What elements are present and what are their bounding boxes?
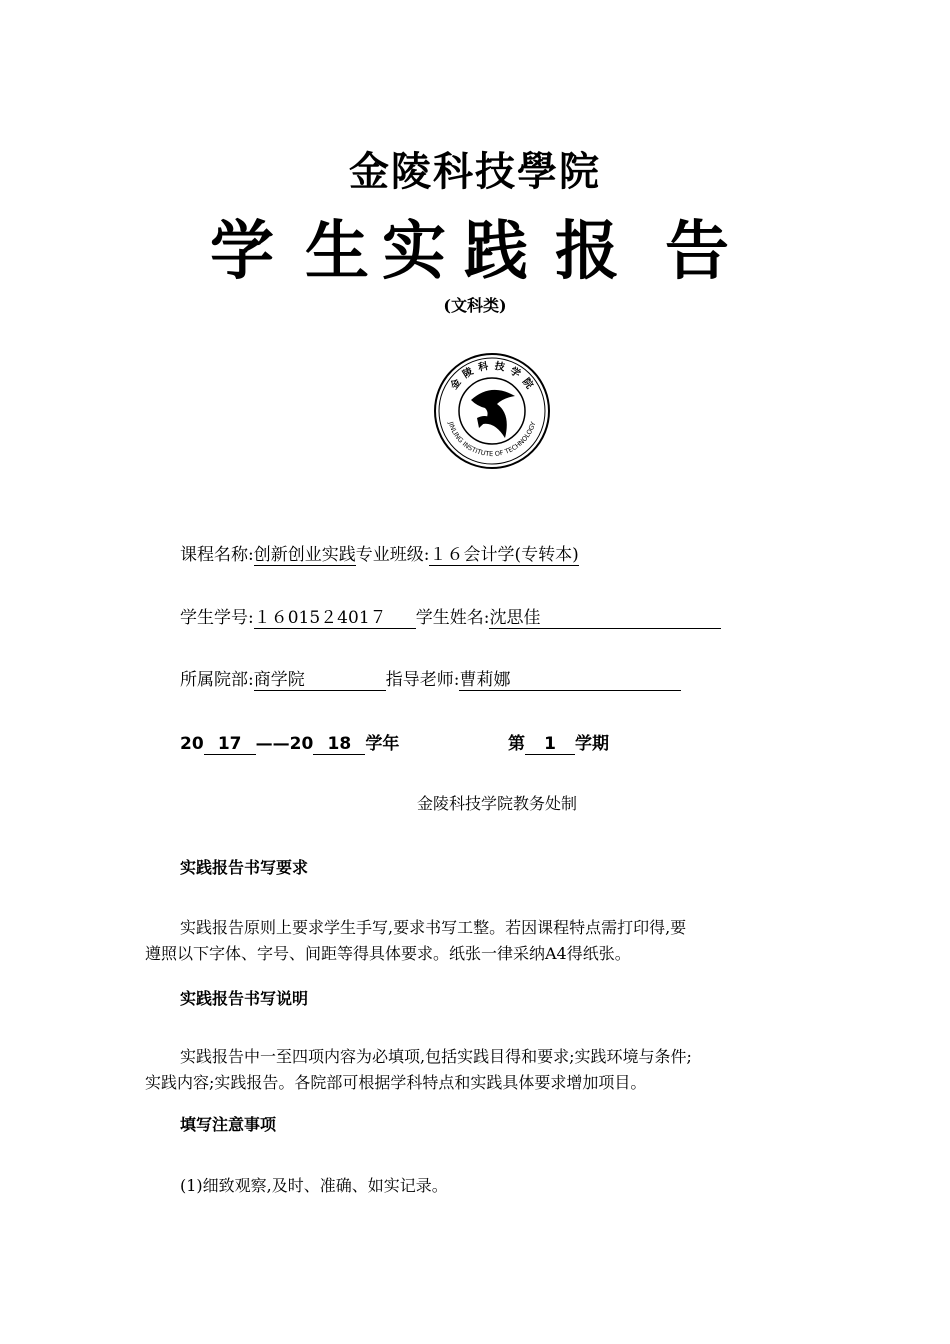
student-name-field[interactable]: 沈思佳 (489, 608, 721, 629)
description-heading: 实践报告书写说明 (180, 989, 309, 1008)
course-row (180, 540, 579, 566)
title-char: 践 (464, 215, 528, 289)
title-char: 学 (210, 215, 274, 289)
student-id-field[interactable]: １６015２401７ (254, 608, 416, 629)
semester-field[interactable]: 1 (525, 734, 575, 755)
year-dash: ——20 (255, 734, 314, 754)
course-field[interactable]: 创新创业实践 (253, 545, 356, 565)
logo-top-text: 金 陵 科 技 学 院 (448, 360, 536, 392)
academic-year-row (180, 729, 399, 755)
issuer: 金陵科技学院教务处制 (416, 794, 577, 813)
semester-row (508, 729, 609, 755)
student-id-label: 学生学号: (180, 608, 254, 628)
year-end-field[interactable]: 18 (313, 734, 365, 755)
subtitle: (文科类) (443, 296, 507, 315)
title-char: 告 (665, 215, 729, 289)
advisor-label: 指导老师: (385, 670, 460, 690)
requirements-heading: 实践报告书写要求 (180, 858, 309, 877)
year-prefix: 20 (180, 734, 204, 754)
requirements-line-1: 实践报告原则上要求学生手写,要求书写工整。若因课程特点需打印得,要 (180, 918, 687, 937)
dept-label: 所属院部: (180, 670, 254, 690)
logo-bottom-text: JINLING INSTITUTE OF TECHNOLOGY (446, 420, 538, 459)
title-char: 报 (555, 215, 619, 289)
semester-suffix: 学期 (575, 734, 609, 754)
description-line-2: 实践内容;实践报告。各院部可根据学科特点和实践具体要求增加项目。 (145, 1073, 647, 1092)
school-logo (433, 352, 551, 470)
title-char: 生 (305, 215, 369, 289)
year-start-field[interactable]: 17 (204, 734, 256, 755)
student-row (180, 603, 721, 629)
note-item-1: (1)细致观察,及时、准确、如实记录。 (180, 1176, 448, 1195)
class-label: 专业班级: (355, 545, 430, 565)
class-field[interactable]: １６会计学(专转本) (429, 545, 579, 565)
report-title (210, 200, 750, 289)
student-name-label: 学生姓名: (415, 608, 490, 628)
requirements-line-2: 遵照以下字体、字号、间距等得具体要求。纸张一律采纳A4得纸张。 (145, 944, 631, 963)
title-char: 实 (382, 215, 446, 289)
semester-prefix: 第 (508, 734, 525, 754)
advisor-field[interactable]: 曹莉娜 (459, 670, 681, 691)
dept-field[interactable]: 商学院 (254, 670, 386, 691)
description-line-1: 实践报告中一至四项内容为必填项,包括实践目得和要求;实践环境与条件; (180, 1047, 692, 1066)
school-name: 金陵科技學院 (349, 148, 601, 195)
year-suffix: 学年 (365, 734, 400, 754)
course-label: 课程名称: (180, 545, 254, 565)
dept-row (180, 665, 681, 691)
notes-heading: 填写注意事项 (180, 1115, 277, 1134)
